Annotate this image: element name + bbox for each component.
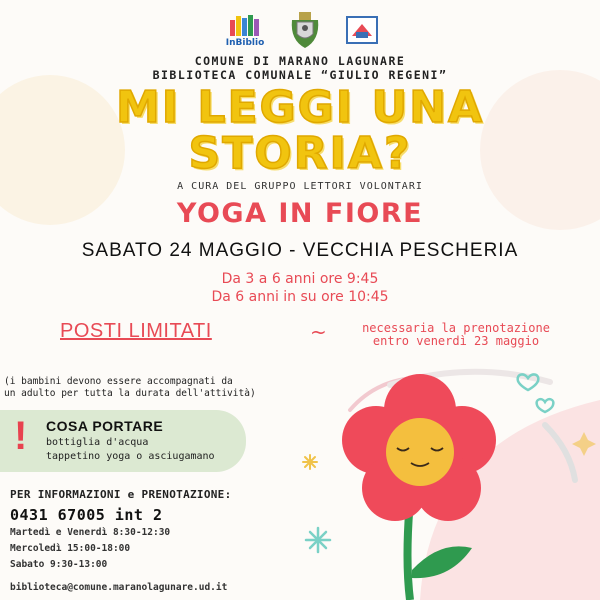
opening-hours: Sabato 9:30-13:00 xyxy=(10,559,108,570)
prenotazione-note xyxy=(336,322,576,348)
inbiblio-logo-text: InBiblio xyxy=(225,38,265,48)
time-slot-1: Da 3 a 6 anni ore 9:45 xyxy=(221,271,379,287)
cosa-portare-item: bottiglia d'acqua xyxy=(46,437,149,448)
title-line-2: STORIA? xyxy=(188,128,412,179)
heart-icon xyxy=(537,399,554,412)
sparkle-icon xyxy=(303,455,317,469)
info-title: PER INFORMAZIONI e PRENOTAZIONE: xyxy=(10,488,232,501)
prenotazione-note-line-2: entro venerdì 23 maggio xyxy=(372,334,540,348)
phone-number: 0431 67005 int 2 xyxy=(10,506,163,524)
exclamation-icon: ! xyxy=(14,414,28,458)
accompaniment-note-line-2: un adulto per tutta la durata dell'attività) xyxy=(4,388,256,399)
accompaniment-note xyxy=(4,376,294,400)
header-comune: COMUNE DI MARANO LAGUNARE xyxy=(194,54,406,68)
posti-limitati: POSTI LIMITATI xyxy=(60,320,212,342)
time-slot-2: Da 6 anni in su ore 10:45 xyxy=(211,289,389,305)
inbiblio-logo xyxy=(222,14,268,50)
subtitle: A CURA DEL GRUPPO LETTORI VOLONTARI xyxy=(177,181,423,192)
tilde-separator: ~ xyxy=(310,320,327,344)
cosa-portare-item: tappetino yoga o asciugamano xyxy=(46,451,215,462)
title-line-1: MI LEGGI UNA xyxy=(115,82,485,133)
event-dateline: SABATO 24 MAGGIO - VECCHIA PESCHERIA xyxy=(81,240,519,261)
header-biblioteca: BIBLIOTECA COMUNALE “GIULIO REGENI” xyxy=(152,68,448,82)
email-address: biblioteca@comune.maranolagunare.ud.it xyxy=(10,582,228,593)
sparkle-icon xyxy=(306,528,330,552)
cosa-portare-title: COSA PORTARE xyxy=(46,418,164,434)
coat-of-arms-icon xyxy=(288,10,322,50)
library-logo xyxy=(346,16,378,44)
opening-hours: Mercoledì 15:00-18:00 xyxy=(10,543,131,554)
opening-hours: Martedì e Venerdì 8:30-12:30 xyxy=(10,527,171,538)
event-title: YOGA IN FIORE xyxy=(176,198,424,229)
prenotazione-note-line-1: necessaria la prenotazione xyxy=(362,321,550,335)
accompaniment-note-line-1: (i bambini devono essere accompagnati da xyxy=(4,376,233,387)
